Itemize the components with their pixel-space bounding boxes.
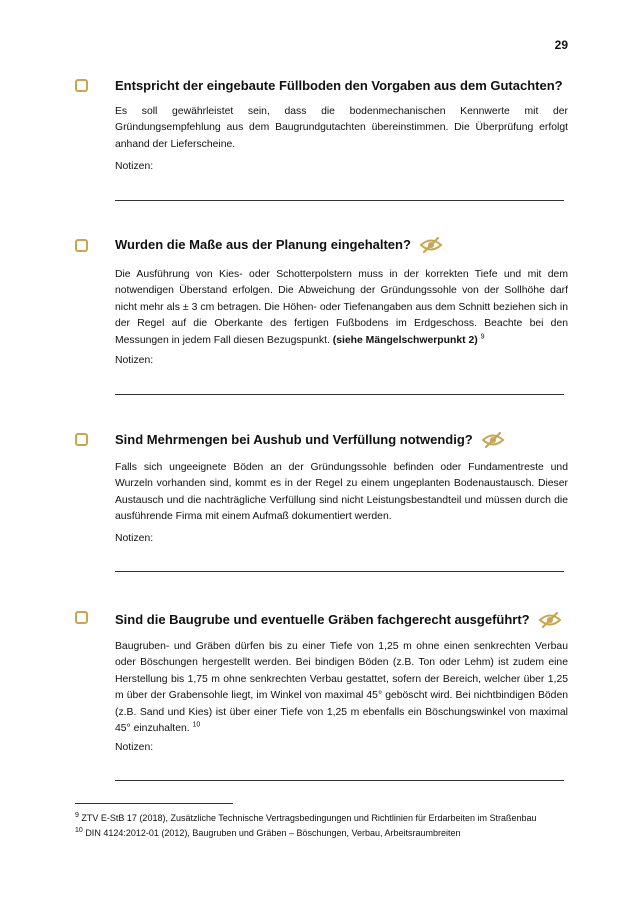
- checkbox[interactable]: [75, 433, 88, 446]
- footnote-9: [75, 811, 568, 826]
- item-heading: Sind die Baugrube und eventuelle Gräben fachgerecht ausgeführt?: [115, 612, 562, 632]
- body-bold-reference: (siehe Mängelschwerpunkt 2): [332, 334, 478, 346]
- notes-label: Notizen:: [115, 742, 154, 753]
- footnote-ref: 9: [480, 333, 485, 341]
- item-body: Falls sich ungeeignete Böden an der Gründungssohle befinden oder Fundamentreste und Wurzeln vorhanden sind, kommt es in der Regel zu einem ungeplanten Bodenaustausch. Dieser Austausch und die nachträgliche Verfüllung sind nicht Leistungsbestandteil und müssen durch die ausführende Firma mit einem Aufmaß dokumentiert werden.: [115, 462, 568, 523]
- footnote-10: [75, 826, 568, 841]
- footnote-separator: [75, 803, 233, 804]
- footnote-text: ZTV E-StB 17 (2018), Zusätzliche Technische Vertragsbedingungen und Richtlinien für Erdarbeiten im Straßenbau: [81, 813, 537, 823]
- footnote-text: DIN 4124:2012-01 (2012), Baugruben und Gräben – Böschungen, Verbau, Arbeitsraumbreiten: [85, 827, 461, 838]
- item-body: Baugruben- und Gräben dürfen bis zu einer Tiefe von 1,25 m ohne einen senkrechten Verbau oder Böschungen hergestellt werden. Bei bindigen Böden (z.B. Ton oder Lehm) ist zudem eine Herstellung bis 1,75 m ohne senkrechten Verbau gestattet, sofern der Bereich, welcher über 1,25 m über der Grabensohle liegt, im Winkel von maximal 45° geböscht wird. Bei nichtbindigen Böden (z.B. Sand und Kies) ist über einer Tiefe von 1,25 m ebenfalls ein Böschungswinkel von maximal 45° einzuhalten. $^{10}$: [115, 641, 568, 735]
- notes-label: Notizen:: [115, 161, 154, 172]
- notes-line[interactable]: [115, 394, 564, 395]
- footnote-ref: 10: [192, 721, 201, 729]
- eye-slash-icon: [538, 612, 562, 632]
- item-heading: Wurden die Maße aus der Planung eingehalten?: [115, 237, 443, 257]
- notes-label: Notizen:: [115, 533, 154, 544]
- footnotes: [75, 811, 568, 840]
- item-heading: Entspricht der eingebaute Füllboden den Vorgaben aus dem Gutachten?: [115, 78, 563, 93]
- checkbox[interactable]: [75, 239, 88, 252]
- notes-line[interactable]: [115, 571, 564, 572]
- checkbox[interactable]: [75, 79, 88, 92]
- footnote-number: 9: [75, 812, 79, 819]
- notes-line[interactable]: [115, 780, 564, 781]
- page-number: 29: [554, 38, 568, 52]
- eye-slash-icon: [419, 237, 443, 257]
- notes-line[interactable]: [115, 200, 564, 201]
- item-body: Es soll gewährleistet sein, dass die bodenmechanischen Kennwerte mit der Gründungsempfehlung aus dem Baugrundgutachten übereinstimmen. Die Überprüfung erfolgt anhand der Lieferscheine.: [115, 106, 568, 150]
- checkbox[interactable]: [75, 611, 88, 624]
- eye-slash-icon: [481, 432, 505, 452]
- item-heading: Sind Mehrmengen bei Aushub und Verfüllung notwendig?: [115, 432, 505, 452]
- footnote-number: 10: [75, 826, 83, 834]
- notes-label: Notizen:: [115, 355, 154, 366]
- item-body: Die Ausführung von Kies- oder Schotterpolstern muss in der korrekten Tiefe und mit dem notwendigen Überstand erfolgen. Die Abweichung der Gründungssohle von der Sollhöhe darf nicht mehr als ± 3 cm betragen. Die Höhen- oder Tiefenangaben aus dem Schnitt beziehen sich in der Regel auf die Oberkante des fertigen Fußbodens im Erdgeschoss. Beachte bei den Messungen in jedem Fall diesen Bezugspunkt. (siehe Mängelschwerpunkt 2) $^9$: [115, 269, 568, 346]
